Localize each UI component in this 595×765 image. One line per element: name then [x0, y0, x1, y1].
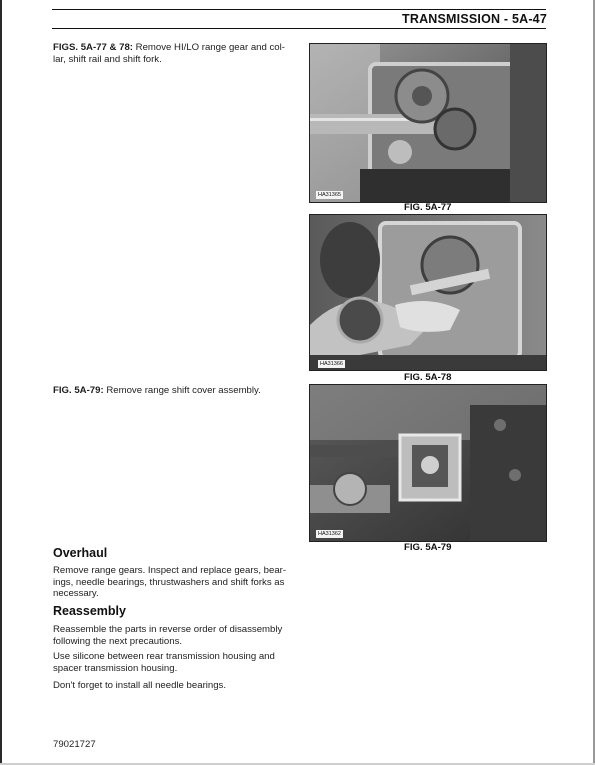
paragraph-line: ings, needle bearings, thrustwashers and shift forks as: [53, 576, 285, 588]
reassembly-paragraph-3: Don't forget to install all needle bearings.: [53, 680, 227, 691]
paragraph-line: spacer transmission housing.: [53, 662, 178, 674]
instruction-line: lar, shift rail and shift fork.: [53, 53, 162, 65]
reassembly-paragraph-2: [53, 651, 298, 674]
reassembly-heading: Reassembly: [53, 604, 126, 618]
transmission-shift-fork-photo-78: [310, 215, 546, 370]
figure-code-label: HA31366: [320, 361, 343, 367]
figure-5a-78-caption: FIG. 5A-78: [404, 372, 452, 383]
fig-79-instruction: [53, 385, 298, 397]
reassembly-paragraph-1: [53, 624, 298, 647]
figure-code-label: HA31365: [318, 192, 341, 198]
instruction-line: Remove range shift cover assembly.: [103, 385, 261, 396]
figure-reference: FIGS. 5A-77 & 78:: [53, 42, 133, 53]
instruction-line: Remove HI/LO range gear and col-: [132, 42, 285, 53]
paragraph-line: following the next precautions.: [53, 635, 183, 647]
document-number: 79021727: [53, 739, 96, 750]
header-top-rule: [52, 9, 546, 10]
figure-5a-77-caption: FIG. 5A-77: [404, 202, 452, 213]
figure-5a-79-caption: FIG. 5A-79: [404, 542, 452, 553]
header-underline: [52, 28, 546, 29]
paragraph-line: Remove range gears. Inspect and replace gears, bear-: [53, 565, 287, 576]
transmission-gear-photo-77: [310, 44, 546, 202]
figs-77-78-instruction: [53, 42, 298, 65]
paragraph-line: necessary.: [53, 588, 99, 600]
figure-5a-77-photo: [309, 43, 547, 203]
page-title: TRANSMISSION - 5A-47: [402, 12, 547, 26]
paragraph-line: Reassemble the parts in reverse order of disassembly: [53, 624, 283, 635]
overhaul-heading: Overhaul: [53, 546, 108, 560]
range-shift-cover-photo-79: [310, 385, 546, 541]
paragraph-line: Use silicone between rear transmission housing and: [53, 651, 275, 662]
overhaul-paragraph: [53, 565, 298, 600]
figure-5a-79-photo: [309, 384, 547, 542]
figure-5a-78-photo: [309, 214, 547, 371]
figure-reference: FIG. 5A-79:: [53, 385, 104, 396]
figure-code-label: HA31362: [318, 531, 341, 537]
page-left-border: [0, 0, 2, 765]
